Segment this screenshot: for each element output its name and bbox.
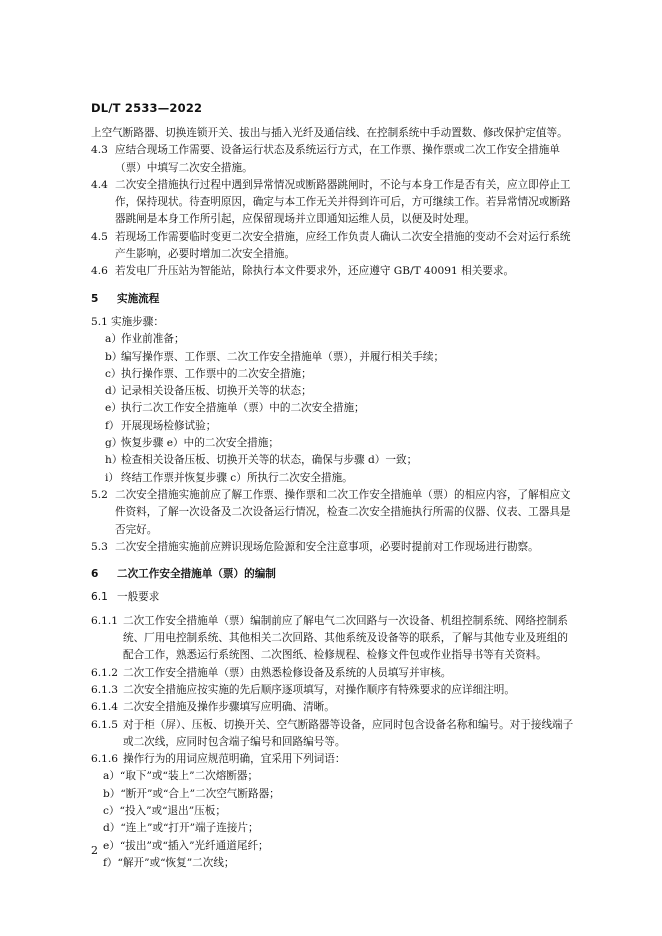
list-item-text: 执行二次工作安全措施单（票）中的二次安全措施； [121, 402, 365, 415]
clause [91, 665, 577, 682]
clause [91, 229, 577, 264]
section-4-clauses [91, 142, 577, 280]
list-item [91, 331, 577, 348]
clause [91, 263, 577, 280]
clause-text: 对于柜（屏）、压板、切换开关、空气断路器等设备，应同时包含设备名称和编号。对于接线端子或二次线，应同时包含端子编号和回路编号等。 [123, 718, 574, 748]
clause-text: 应结合现场工作需要、设备运行状态及系统运行方式，在工作票、操作票或二次工作安全措施单（票）中填写二次安全措施。 [115, 144, 560, 174]
clause-text: 二次安全措施执行过程中遇到异常情况或断路器跳闸时，不论与本身工作是否有关，应立即停止工作，保持现状。待查明原因，确定与本工作无关并得到许可后，方可继续工作。若异常情况或断路器跳闸是本身工作所引起，应保留现场并立即通知运维人员，以便及时处理。 [115, 178, 571, 226]
list-item-text: 恢复步骤 e）中的二次安全措施； [121, 437, 279, 450]
list-item-letter: c） [105, 367, 122, 380]
clause-text: 二次安全措施及操作步骤填写应明确、清晰。 [123, 701, 335, 714]
term-item: e）“拔出”或“插入”光纤通道尾纤； [103, 839, 269, 852]
clause-number: 6.1.5 [91, 718, 118, 731]
clause [91, 751, 577, 768]
list-item [91, 400, 577, 417]
list-item-text: 检查相关设备压板、切换开关等的状态，确保与步骤 d）一致； [121, 454, 418, 467]
clause-number: 5.2 [91, 488, 108, 501]
list-item [91, 470, 577, 487]
clause-number: 4.3 [91, 144, 108, 157]
clause [91, 177, 577, 229]
clause-text: 二次安全措施应按实施的先后顺序逐项填写，对操作顺序有特殊要求的应详细注明。 [123, 683, 515, 696]
section-5-heading [91, 291, 577, 308]
clause-number: 5.1 [91, 315, 108, 328]
clause-number: 4.4 [91, 178, 108, 191]
clause-number: 6.1.1 [91, 614, 118, 627]
clause-text: 实施步骤： [111, 315, 164, 328]
section-6-heading [91, 566, 577, 583]
clause-text: 二次安全措施实施前应辨识现场危险源和安全注意事项，必要时提前对工作现场进行勘察。 [115, 540, 539, 553]
list-item [91, 366, 577, 383]
clause-number: 4.5 [91, 230, 108, 243]
section-6-clauses [91, 613, 577, 769]
clause [91, 142, 577, 177]
operation-terms-list [91, 768, 577, 872]
list-item-text: 编写操作票、工作票、二次工作安全措施单（票），并履行相关手续； [121, 350, 445, 363]
clause-number: 6.1.2 [91, 666, 118, 679]
list-item-text: 开展现场检修试验； [121, 419, 217, 432]
clause-text: 操作行为的用词应规范明确，宜采用下列词语： [123, 753, 346, 766]
subsection-6-1-heading [91, 589, 577, 606]
clause [91, 613, 577, 665]
list-item [91, 435, 577, 452]
clause-number: 6.1.3 [91, 683, 118, 696]
list-item-letter: h） [105, 454, 123, 467]
list-item-text: 作业前准备； [121, 333, 185, 346]
clause [91, 699, 577, 716]
clause-number: 5.3 [91, 540, 108, 553]
clause-number: 6.1.4 [91, 701, 118, 714]
clause-number: 6.1.6 [91, 753, 118, 766]
list-item-text: 终结工作票并恢复步骤 c）所执行二次安全措施。 [121, 471, 353, 484]
term-item: a）“取下”或“装上”二次熔断器； [103, 770, 259, 783]
section-5-clauses [91, 487, 577, 556]
clause-number: 4.6 [91, 265, 108, 278]
term-item: f）“解开”或“恢复”二次线； [103, 856, 235, 869]
clause-text: 二次安全措施实施前应了解工作票、操作票和二次工作安全措施单（票）的相应内容，了解相应文件资料，了解一次设备及二次设备运行情况，检查二次安全措施执行所需的仪器、仪表、工器具是否完好。 [115, 488, 571, 536]
list-item-text: 执行操作票、工作票中的二次安全措施； [121, 367, 312, 380]
list-item-letter: g） [105, 437, 123, 450]
list-item [91, 452, 577, 469]
clause [91, 682, 577, 699]
clause [91, 487, 577, 539]
clause-text: 若现场工作需要临时变更二次安全措施，应经工作负责人确认二次安全措施的变动不会对运行系统产生影响，必要时增加二次安全措施。 [115, 230, 571, 261]
clause-text: 二次工作安全措施单（票）由熟悉检修设备及系统的人员填写并审核。 [123, 666, 452, 679]
section-number: 6 [91, 568, 99, 581]
term-item: c）“投入”或“退出”压板； [103, 804, 226, 817]
subsection-title: 一般要求 [117, 591, 160, 604]
clause [91, 539, 577, 556]
clause [91, 717, 577, 752]
document-body [91, 125, 577, 872]
list-item-letter: f） [105, 419, 120, 432]
section-title: 实施流程 [117, 292, 160, 305]
list-item-text: 记录相关设备压板、切换开关等的状态； [121, 385, 312, 398]
page-number: 2 [91, 844, 98, 857]
term-item: d）“连上”或“打开”端子连接片； [103, 822, 259, 835]
clause-5-1 [91, 314, 577, 331]
list-item [91, 383, 577, 400]
subsection-number: 6.1 [91, 591, 108, 604]
list-item-letter: a） [105, 333, 122, 346]
list-item-letter: e） [105, 402, 122, 415]
implementation-steps-list [91, 331, 577, 487]
standard-code-header: DL/T 2533—2022 [91, 101, 203, 115]
list-item [91, 418, 577, 435]
section-title: 二次工作安全措施单（票）的编制 [117, 568, 276, 581]
term-item: b）“断开”或“合上”二次空气断路器； [103, 787, 280, 800]
section-number: 5 [91, 292, 99, 305]
list-item-letter: d） [105, 385, 123, 398]
continuation-paragraph: 上空气断路器、切换连锁开关、拔出与插入光纤及通信线、在控制系统中手动置数、修改保护定值等。 [91, 127, 568, 139]
clause-text: 二次工作安全措施单（票）编制前应了解电气二次回路与一次设备、机组控制系统、网络控制系统、厂用电控制系统、其他相关二次回路、其他系统及设备等的联系，了解与其他专业及班组的配合工作，熟悉运行系统图、二次图纸、检修规程、检修文件包或作业指导书等有关资料。 [123, 614, 568, 662]
list-item [91, 349, 577, 366]
clause-text: 若发电厂升压站为智能站，除执行本文件要求外，还应遵守 GB/T 40091 相关要求。 [115, 265, 515, 278]
list-item-letter: b） [105, 350, 123, 363]
list-item-letter: i） [105, 471, 119, 484]
